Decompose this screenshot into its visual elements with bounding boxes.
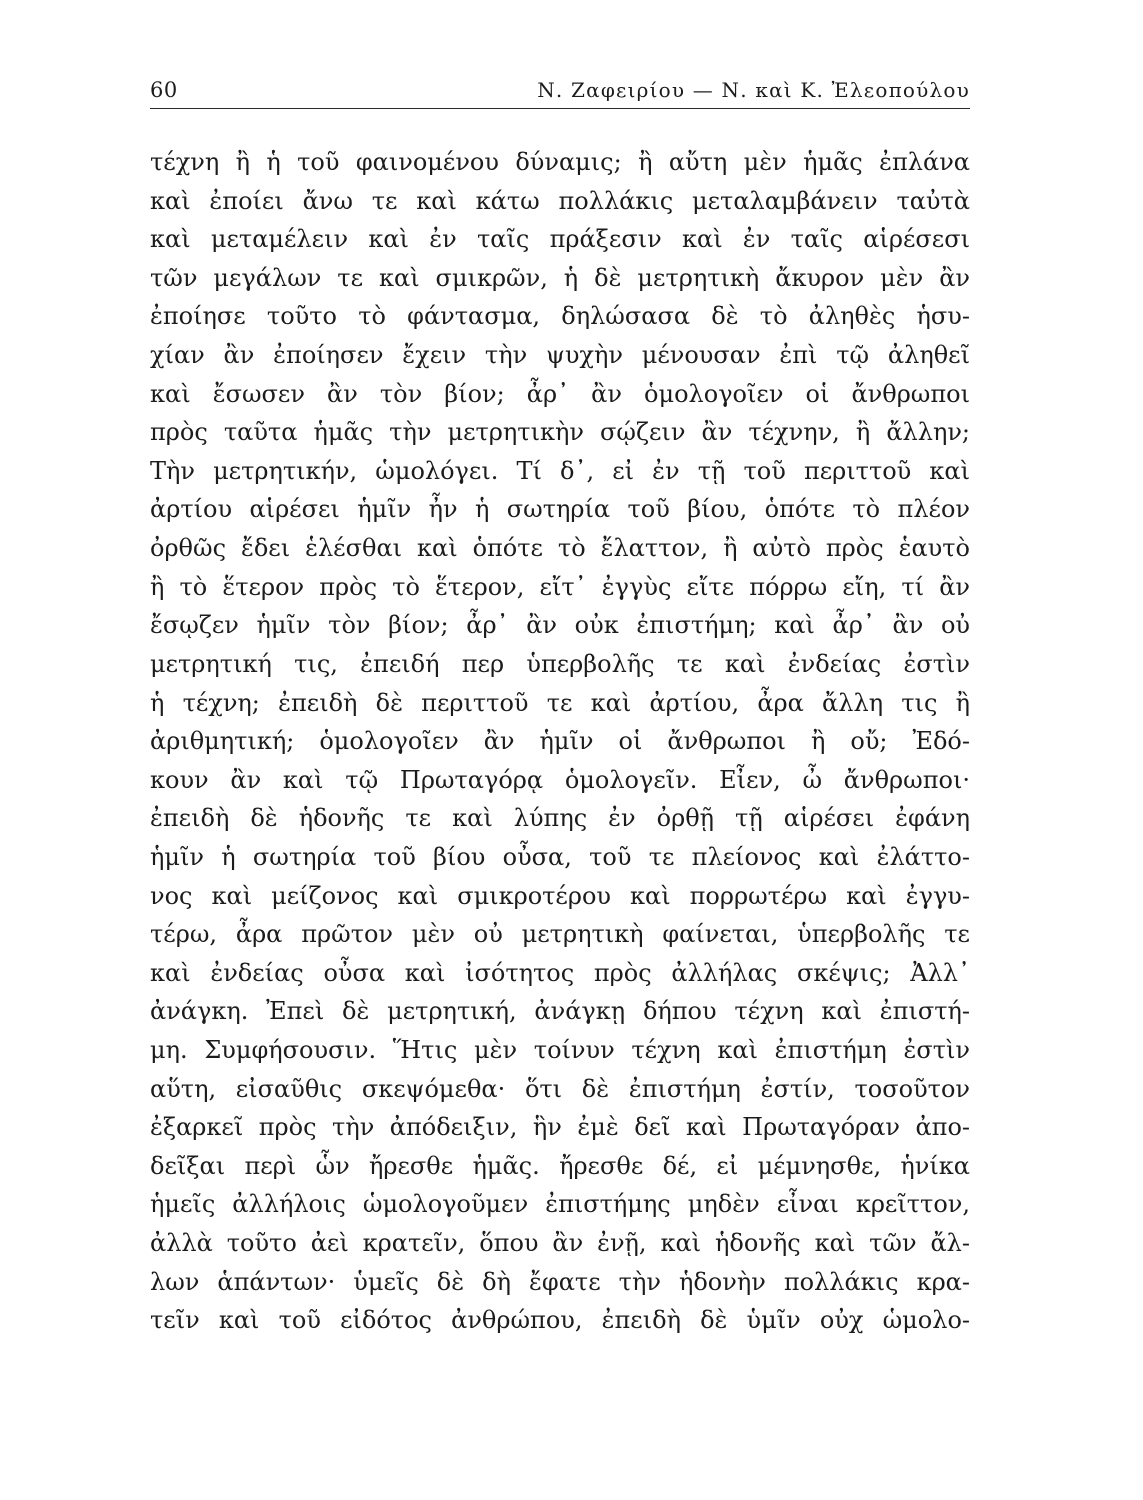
text-line: ἡμεῖς ἀλλήλοις ὡμολογοῦμεν ἐπιστήμης μηδὲν εἶναι κρεῖττον, <box>150 1190 970 1219</box>
text-line: ὀρθῶς ἔδει ἑλέσθαι καὶ ὁπότε τὸ ἔλαττον, ἢ αὐτὸ πρὸς ἑαυτὸ <box>150 534 970 563</box>
text-line: τέχνη ἢ ἡ τοῦ φαινομένου δύναμις; ἢ αὔτη μὲν ἡμᾶς ἐπλάνα <box>150 148 970 176</box>
text-line: ἐξαρκεῖ πρὸς τὴν ἀπόδειξιν, ἣν ἐμὲ δεῖ καὶ Πρωταγόραν ἀπο- <box>150 1113 970 1142</box>
text-line: χίαν ἂν ἐποίησεν ἔχειν τὴν ψυχὴν μένουσαν ἐπὶ τῷ ἀληθεῖ <box>150 341 970 370</box>
text-line: καὶ ἐποίει ἄνω τε καὶ κάτω πολλάκις μεταλαμβάνειν ταὐτὰ <box>150 186 970 215</box>
text-line: ἀριθμητική; ὁμολογοῖεν ἂν ἡμῖν οἱ ἄνθρωποι ἢ οὔ; Ἐδό- <box>150 727 970 756</box>
running-head: Ν. Ζαφειρίου — Ν. καὶ Κ. Ἐλεοπούλου <box>537 78 970 102</box>
text-line: ἀνάγκη. Ἐπεὶ δὲ μετρητική, ἀνάγκῃ δήπου τέχνη καὶ ἐπιστή- <box>150 997 970 1026</box>
text-line: ἡ τέχνη; ἐπειδὴ δὲ περιττοῦ τε καὶ ἀρτίου, ἆρα ἄλλη τις ἢ <box>150 688 970 717</box>
text-line: ἐπειδὴ δὲ ἡδονῆς τε καὶ λύπης ἐν ὀρθῇ τῇ αἱρέσει ἐφάνη <box>150 804 970 833</box>
text-line: αὕτη, εἰσαῦθις σκεψόμεθα· ὅτι δὲ ἐπιστήμη ἐστίν, τοσοῦτον <box>150 1074 970 1103</box>
text-line: ἡμῖν ἡ σωτηρία τοῦ βίου οὖσα, τοῦ τε πλείονος καὶ ἐλάττο- <box>150 842 970 871</box>
text-line: δεῖξαι περὶ ὧν ἤρεσθε ἡμᾶς. ἤρεσθε δέ, εἰ μέμνησθε, ἡνίκα <box>150 1151 970 1180</box>
text-line: μη. Συμφήσουσιν. Ἥτις μὲν τοίνυν τέχνη καὶ ἐπιστήμη ἐστὶν <box>150 1036 970 1065</box>
text-line: μετρητική τις, ἐπειδή περ ὑπερβολῆς τε καὶ ἐνδείας ἐστὶν <box>150 649 970 678</box>
text-line: καὶ μεταμέλειν καὶ ἐν ταῖς πράξεσιν καὶ ἐν ταῖς αἱρέσεσι <box>150 225 970 254</box>
text-line: λων ἁπάντων· ὑμεῖς δὲ δὴ ἔφατε τὴν ἡδονὴν πολλάκις κρα- <box>150 1267 970 1296</box>
text-line: ἔσῳζεν ἡμῖν τὸν βίον; ἆρ᾽ ἂν οὐκ ἐπιστήμη; καὶ ἆρ᾽ ἂν οὐ <box>150 611 970 640</box>
text-line: ἢ τὸ ἕτερον πρὸς τὸ ἕτερον, εἴτ᾽ ἐγγὺς εἴτε πόρρω εἴη, τί ἂν <box>150 572 970 601</box>
page-header <box>150 78 970 109</box>
text-line: Τὴν μετρητικήν, ὡμολόγει. Τί δ᾽, εἰ ἐν τῇ τοῦ περιττοῦ καὶ <box>150 456 970 485</box>
text-line: τῶν μεγάλων τε καὶ σμικρῶν, ἡ δὲ μετρητικὴ ἄκυρον μὲν ἂν <box>150 263 970 292</box>
text-line: ἀρτίου αἱρέσει ἡμῖν ἦν ἡ σωτηρία τοῦ βίου, ὁπότε τὸ πλέον <box>150 495 970 524</box>
text-line: πρὸς ταῦτα ἡμᾶς τὴν μετρητικὴν σῴζειν ἂν τέχνην, ἢ ἄλλην; <box>150 418 970 447</box>
text-line: ἀλλὰ τοῦτο ἀεὶ κρατεῖν, ὅπου ἂν ἐνῇ, καὶ ἡδονῆς καὶ τῶν ἄλ- <box>150 1229 970 1258</box>
text-line: τεῖν καὶ τοῦ εἰδότος ἀνθρώπου, ἐπειδὴ δὲ ὑμῖν οὐχ ὡμολο- <box>150 1306 970 1335</box>
text-line: καὶ ἐνδείας οὖσα καὶ ἰσότητος πρὸς ἀλλήλας σκέψις; Ἀλλ᾽ <box>150 958 970 987</box>
page-number: 60 <box>150 78 178 102</box>
body-text <box>150 143 970 1340</box>
text-line: καὶ ἔσωσεν ἂν τὸν βίον; ἆρ᾽ ἂν ὁμολογοῖεν οἱ ἄνθρωποι <box>150 379 970 408</box>
text-line: τέρω, ἆρα πρῶτον μὲν οὐ μετρητικὴ φαίνεται, ὑπερβολῆς τε <box>150 920 970 949</box>
text-line: νος καὶ μείζονος καὶ σμικροτέρου καὶ πορρωτέρω καὶ ἐγγυ- <box>150 881 970 910</box>
text-line: ἐποίησε τοῦτο τὸ φάντασμα, δηλώσασα δὲ τὸ ἀληθὲς ἡσυ- <box>150 302 970 331</box>
text-line: κουν ἂν καὶ τῷ Πρωταγόρᾳ ὁμολογεῖν. Εἶεν, ὦ ἄνθρωποι· <box>150 765 970 794</box>
